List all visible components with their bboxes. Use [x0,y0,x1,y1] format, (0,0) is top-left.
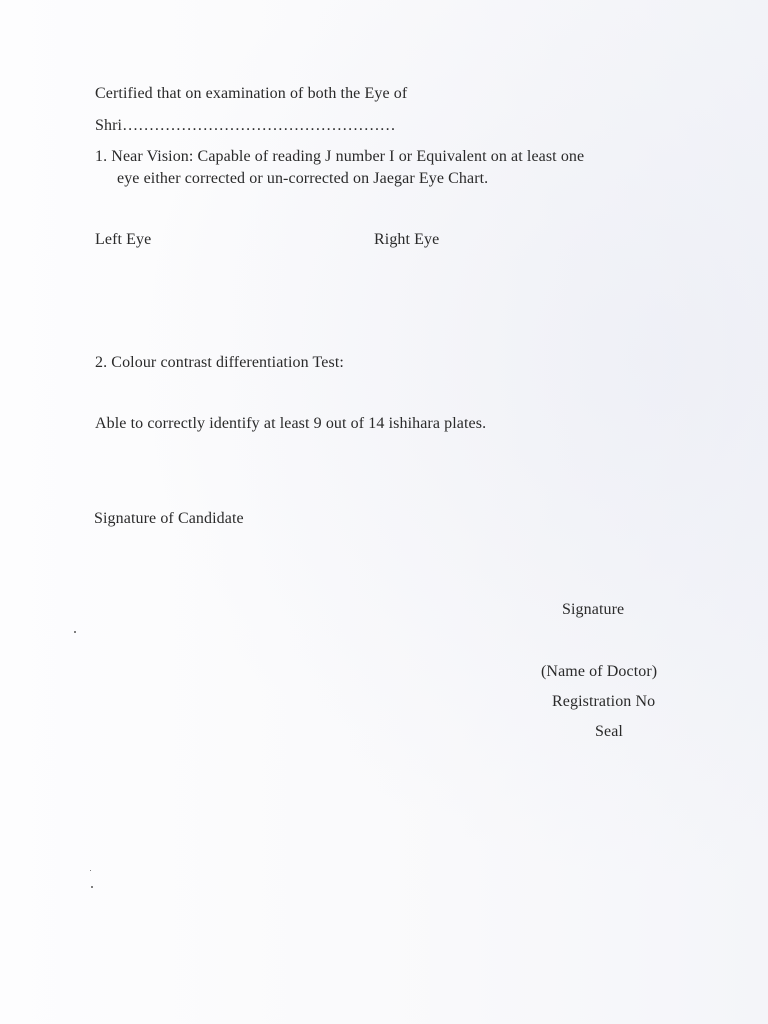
ishihara-statement: Able to correctly identify at least 9 out of 14 ishihara plates. [95,415,487,432]
near-vision-requirement-line1: 1. Near Vision: Capable of reading J number I or Equivalent on at least one [95,148,585,165]
seal-label: Seal [595,723,623,740]
left-eye-label: Left Eye [95,231,152,248]
candidate-name-line: Shri…………………………………………… [95,117,396,134]
doctor-signature-label: Signature [562,601,625,618]
candidate-signature-label: Signature of Candidate [94,510,244,527]
scan-speck [91,886,93,888]
near-vision-requirement-line2: eye either corrected or un-corrected on Jaegar Eye Chart. [117,170,489,187]
scan-speck [74,631,76,633]
scan-speck [90,870,91,871]
colour-test-heading: 2. Colour contrast differentiation Test: [95,354,344,371]
doctor-name-label: (Name of Doctor) [541,663,658,680]
right-eye-label: Right Eye [374,231,440,248]
registration-number-label: Registration No [552,693,656,710]
certification-intro: Certified that on examination of both the Eye of [95,85,408,102]
